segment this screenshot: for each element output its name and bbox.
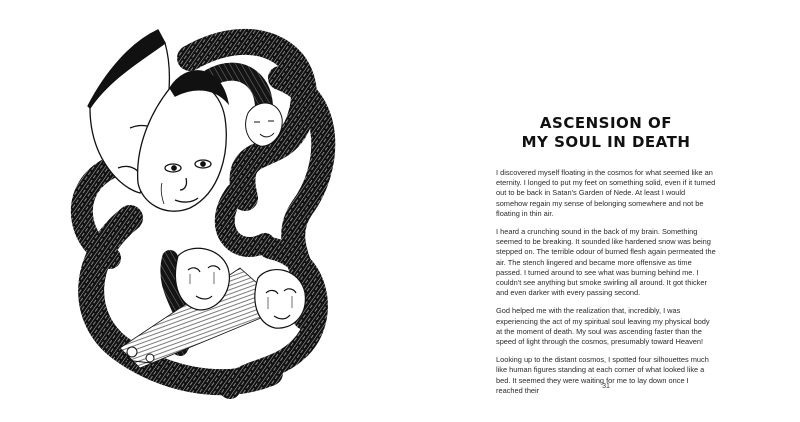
- paragraph-1: I discovered myself floating in the cosmos for what seemed like an eternity. I longed to put my feet on something solid, even if it turned out to be back in Satan's Garden of Nede. At least I would somehow regain my sense of belonging somewhere and not be floating in thin air.: [496, 168, 716, 218]
- ink-illustration: [70, 18, 340, 400]
- mask-face-2: [255, 270, 305, 329]
- paragraph-2: I heard a crunching sound in the back of my brain. Something seemed to be breaking. It sounded like hardened snow was being stepped on. The terrible odour of burned flesh again permeated the air. The stench lingered and became more offensive as time passed. I turned around to see what was burning behind me. I couldn't see anything but smoke swirling all around. It got thicker and even darker with every passing second.: [496, 227, 716, 298]
- paragraph-3: God helped me with the realization that, incredibly, I was experiencing the act of my spiritual soul leaving my physical body at the moment of death. My soul was ascending faster than the speed of light through the cosmos, presumably toward Heaven!: [496, 306, 710, 347]
- chapter-title-line-1: ASCENSION OF: [539, 114, 673, 133]
- paragraph-4: Looking up to the distant cosmos, I spotted four silhouettes much like human figures standing at each corner of what looked like a bed. It seemed they were waiting for me to lay down once I reached their: [496, 355, 709, 395]
- chapter-title: [496, 114, 716, 152]
- body-text: [496, 168, 716, 396]
- right-page: [400, 0, 800, 422]
- mask-face-1: [175, 248, 229, 310]
- page-number: 31: [602, 383, 610, 390]
- chapter-title-line-2: MY SOUL IN DEATH: [521, 133, 691, 152]
